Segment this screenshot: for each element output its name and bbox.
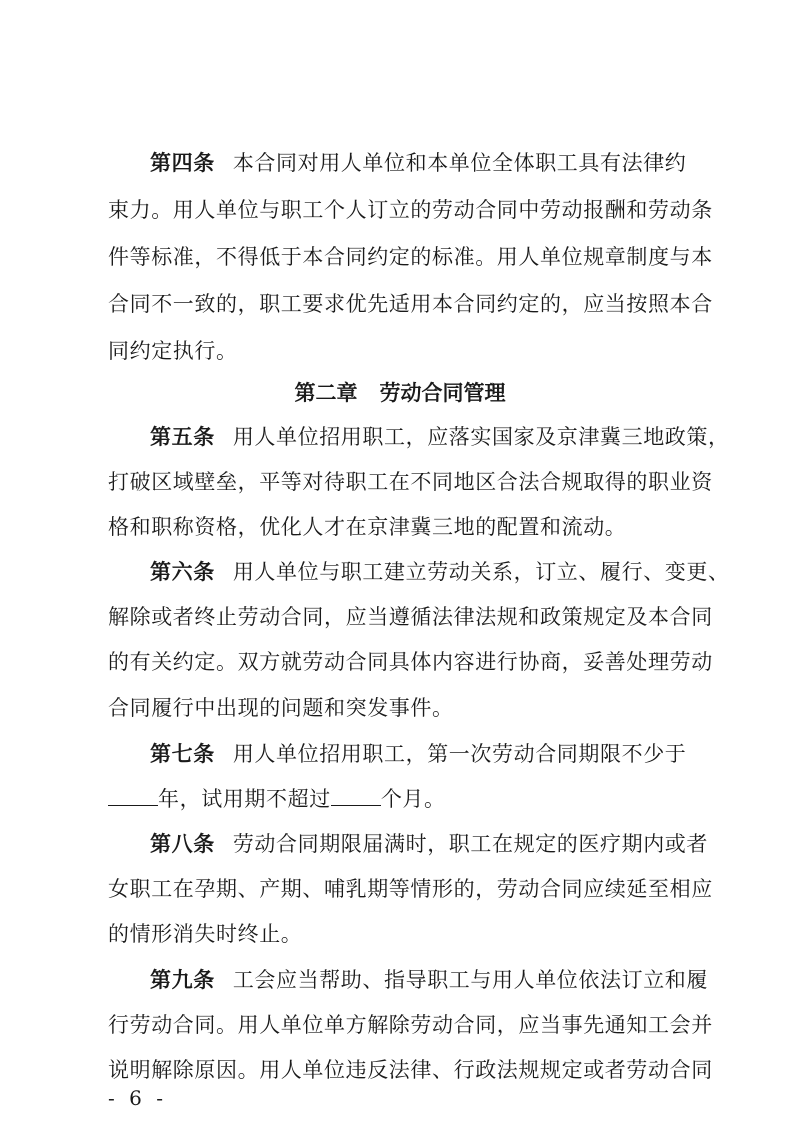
article-6-text-1: 用人单位与职工建立劳动关系，订立、履行、变更、 [232, 560, 730, 584]
article-8-text-1: 劳动合同期限届满时，职工在规定的医疗期内或者 [232, 832, 709, 856]
article-4-text-1: 本合同对用人单位和本单位全体职工具有法律约 [232, 151, 687, 175]
article-9-line-2: 行劳动合同。用人单位单方解除劳动合同，应当事先通知工会并 [108, 1013, 713, 1037]
article-7-line-1 [150, 742, 708, 766]
article-4-line-5: 同约定执行。 [108, 339, 238, 363]
article-4-line-4: 合同不一致的，职工要求优先适用本合同约定的，应当按照本合 [108, 292, 713, 316]
article-7-year-text: 年，试用期不超过 [158, 787, 331, 811]
article-5-line-1 [150, 425, 730, 449]
article-8-line-2: 女职工在孕期、产期、哺乳期等情形的，劳动合同应续延至相应 [108, 877, 713, 901]
article-8-line-3: 的情形消失时终止。 [108, 922, 303, 946]
article-7-label: 第七条 [150, 742, 215, 766]
article-8-label: 第八条 [150, 832, 215, 856]
article-7-line-2 [108, 787, 708, 811]
article-5-line-2: 打破区域壁垒，平等对待职工在不同地区合法合规取得的职业资 [108, 470, 713, 494]
article-6-line-2: 解除或者终止劳动合同，应当遵循法律法规和政策规定及本合同 [108, 605, 713, 629]
chapter-heading [0, 381, 800, 405]
article-5-text-1: 用人单位招用职工，应落实国家及京津冀三地政策， [232, 425, 730, 449]
article-5-line-3: 格和职称资格，优化人才在京津冀三地的配置和流动。 [108, 515, 627, 539]
article-4-line-3: 件等标准，不得低于本合同约定的标准。用人单位规章制度与本 [108, 245, 713, 269]
article-4-label: 第四条 [150, 151, 215, 175]
article-5-label: 第五条 [150, 425, 215, 449]
article-4-line-1 [150, 151, 708, 175]
months-blank [331, 787, 381, 806]
article-9-line-1 [150, 968, 708, 992]
chapter-number: 第二章 [294, 381, 358, 405]
article-7-month-text: 个月。 [380, 787, 446, 811]
article-8-line-1 [150, 832, 708, 856]
article-6-line-1 [150, 560, 730, 584]
article-7-text-1: 用人单位招用职工，第一次劳动合同期限不少于 [232, 742, 687, 766]
years-blank [108, 787, 158, 806]
article-6-line-3: 的有关约定。双方就劳动合同具体内容进行协商，妥善处理劳动 [108, 650, 713, 674]
chapter-title: 劳动合同管理 [379, 381, 506, 405]
article-9-label: 第九条 [150, 968, 215, 992]
article-4-line-2: 束力。用人单位与职工个人订立的劳动合同中劳动报酬和劳动条 [108, 198, 713, 222]
article-6-line-4: 合同履行中出现的问题和突发事件。 [108, 696, 454, 720]
article-9-text-1: 工会应当帮助、指导职工与用人单位依法订立和履 [232, 968, 709, 992]
article-9-line-3: 说明解除原因。用人单位违反法律、行政法规规定或者劳动合同 [108, 1058, 713, 1082]
page-number: - 6 - [108, 1086, 167, 1110]
article-6-label: 第六条 [150, 560, 215, 584]
